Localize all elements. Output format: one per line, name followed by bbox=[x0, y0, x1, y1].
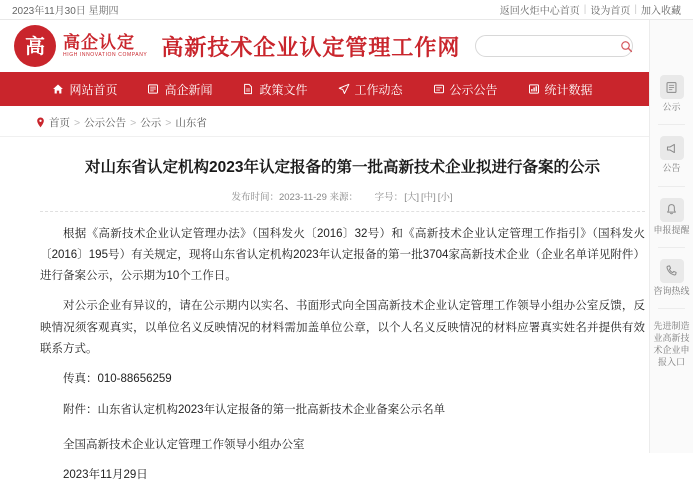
nav-item-statistics[interactable] bbox=[528, 81, 593, 98]
publish-time-label: 发布时间： bbox=[231, 191, 279, 203]
logo-text-cn: 高企认定 bbox=[63, 32, 135, 52]
bell-icon bbox=[660, 198, 684, 222]
site-header bbox=[0, 20, 693, 72]
search-icon[interactable] bbox=[620, 40, 633, 53]
article-signature: 全国高新技术企业认定管理工作领导小组办公室 bbox=[63, 438, 305, 451]
nav-item-work-updates[interactable] bbox=[338, 81, 403, 98]
breadcrumb-item-home[interactable]: 首页 bbox=[49, 117, 70, 129]
article-paragraph: 根据《高新技术企业认定管理办法》（国科发火〔2016〕32号）和《高新技术企业认定管理工作指引》（国科发火〔2016〕195号）有关规定，现将山东省认定机构2023年认定报备的第一批3704家高新技术企业（企业名单详见附件）进行备案公示，公示期为10个工作日。 bbox=[40, 227, 645, 283]
divider bbox=[658, 186, 685, 187]
send-icon bbox=[338, 83, 350, 95]
top-link-torch-home[interactable]: 返回火炬中心首页 bbox=[499, 6, 580, 17]
nav-label: 网站首页 bbox=[69, 82, 118, 97]
divider bbox=[658, 124, 685, 125]
chart-icon bbox=[528, 83, 540, 95]
logo-text-en: HIGH INNOVATION COMPANY bbox=[63, 51, 148, 58]
rail-label: 申报提醒 bbox=[653, 224, 690, 235]
phone-icon bbox=[660, 259, 684, 283]
breadcrumb-item-publicity[interactable]: 公示 bbox=[140, 117, 162, 129]
fontsize-medium[interactable]: [中] bbox=[420, 191, 436, 203]
nav-item-announcements[interactable] bbox=[433, 81, 498, 98]
nav-label: 高企新闻 bbox=[164, 82, 213, 97]
breadcrumb-item-announcements[interactable]: 公示公告 bbox=[84, 117, 127, 129]
site-logo[interactable] bbox=[14, 25, 147, 67]
logo-mark-icon bbox=[14, 25, 56, 67]
document-icon bbox=[242, 83, 254, 95]
article-title: 对山东省认定机构2023年认定报备的第一批高新技术企业拟进行备案的公示 bbox=[85, 159, 600, 176]
breadcrumb bbox=[0, 106, 693, 137]
rail-item-announcement[interactable] bbox=[650, 127, 693, 183]
nav-item-news[interactable] bbox=[147, 81, 212, 98]
search-input[interactable] bbox=[484, 40, 620, 53]
rail-item-advanced-manufacturing-entry[interactable] bbox=[650, 311, 693, 378]
rail-item-hotline[interactable] bbox=[650, 250, 693, 306]
fontsize-large[interactable]: [大] bbox=[404, 191, 419, 203]
megaphone-icon bbox=[660, 136, 684, 160]
top-link-set-homepage[interactable]: 设为首页 bbox=[590, 6, 631, 17]
rail-item-publicity[interactable] bbox=[650, 66, 693, 122]
search-box[interactable] bbox=[475, 35, 633, 57]
divider bbox=[658, 308, 685, 309]
rail-item-application-reminder[interactable] bbox=[650, 189, 693, 245]
rail-label: 先进制造业高新技术企业申报入口 bbox=[653, 321, 690, 368]
breadcrumb-separator: > bbox=[165, 116, 172, 129]
divider: | bbox=[634, 4, 637, 15]
publish-time-value: 2023-11-29 bbox=[278, 191, 327, 203]
source-label: 来源： bbox=[329, 191, 359, 203]
rail-label: 公告 bbox=[662, 163, 681, 174]
article-fax: 传真：010-88656259 bbox=[63, 373, 172, 386]
divider bbox=[40, 211, 645, 212]
home-icon bbox=[52, 83, 64, 95]
breadcrumb-separator: > bbox=[74, 116, 81, 129]
logo-glyph: 高 bbox=[25, 34, 45, 58]
nav-label: 公示公告 bbox=[449, 82, 498, 97]
nav-item-home[interactable] bbox=[52, 81, 117, 98]
rail-label: 咨询热线 bbox=[653, 285, 690, 296]
article-body bbox=[40, 224, 645, 486]
article-meta bbox=[40, 189, 645, 203]
nav-label: 统计数据 bbox=[544, 82, 593, 97]
main-nav bbox=[0, 72, 693, 106]
announce-icon bbox=[433, 83, 445, 95]
side-rail bbox=[649, 20, 693, 453]
current-date: 2023年11月30日 星期四 bbox=[12, 6, 119, 17]
breadcrumb-separator: > bbox=[130, 116, 137, 129]
rail-label: 公示 bbox=[662, 102, 681, 112]
article-paragraph: 对公示企业有异议的，请在公示期内以实名、书面形式向全国高新技术企业认定管理工作领导小组办公室反馈，反映情况须客观真实，以单位名义反映情况的材料需加盖单位公章，以个人名义反映情况的材料应署真实姓名并提供有效联系方式。 bbox=[40, 300, 645, 356]
nav-item-policy[interactable] bbox=[242, 81, 307, 98]
list-icon bbox=[660, 75, 684, 99]
article-sign-date: 2023年11月29日 bbox=[63, 469, 148, 482]
top-link-add-favorite[interactable]: 加入收藏 bbox=[641, 6, 681, 17]
breadcrumb-item-shandong[interactable]: 山东省 bbox=[175, 117, 207, 129]
divider: | bbox=[583, 4, 587, 15]
divider bbox=[658, 247, 685, 248]
nav-label: 政策文件 bbox=[259, 82, 308, 97]
fontsize-label: 字号： bbox=[374, 191, 404, 203]
article-attachment: 附件：山东省认定机构2023年认定报备的第一批高新技术企业备案公示名单 bbox=[63, 403, 446, 416]
top-bar bbox=[0, 0, 693, 20]
top-links bbox=[500, 2, 681, 17]
nav-label: 工作动态 bbox=[354, 82, 403, 97]
fontsize-small[interactable]: [小] bbox=[437, 191, 453, 203]
news-icon bbox=[147, 83, 159, 95]
article bbox=[0, 137, 693, 486]
site-title: 高新技术企业认定管理工作网 bbox=[161, 34, 461, 60]
location-pin-icon bbox=[36, 117, 45, 128]
